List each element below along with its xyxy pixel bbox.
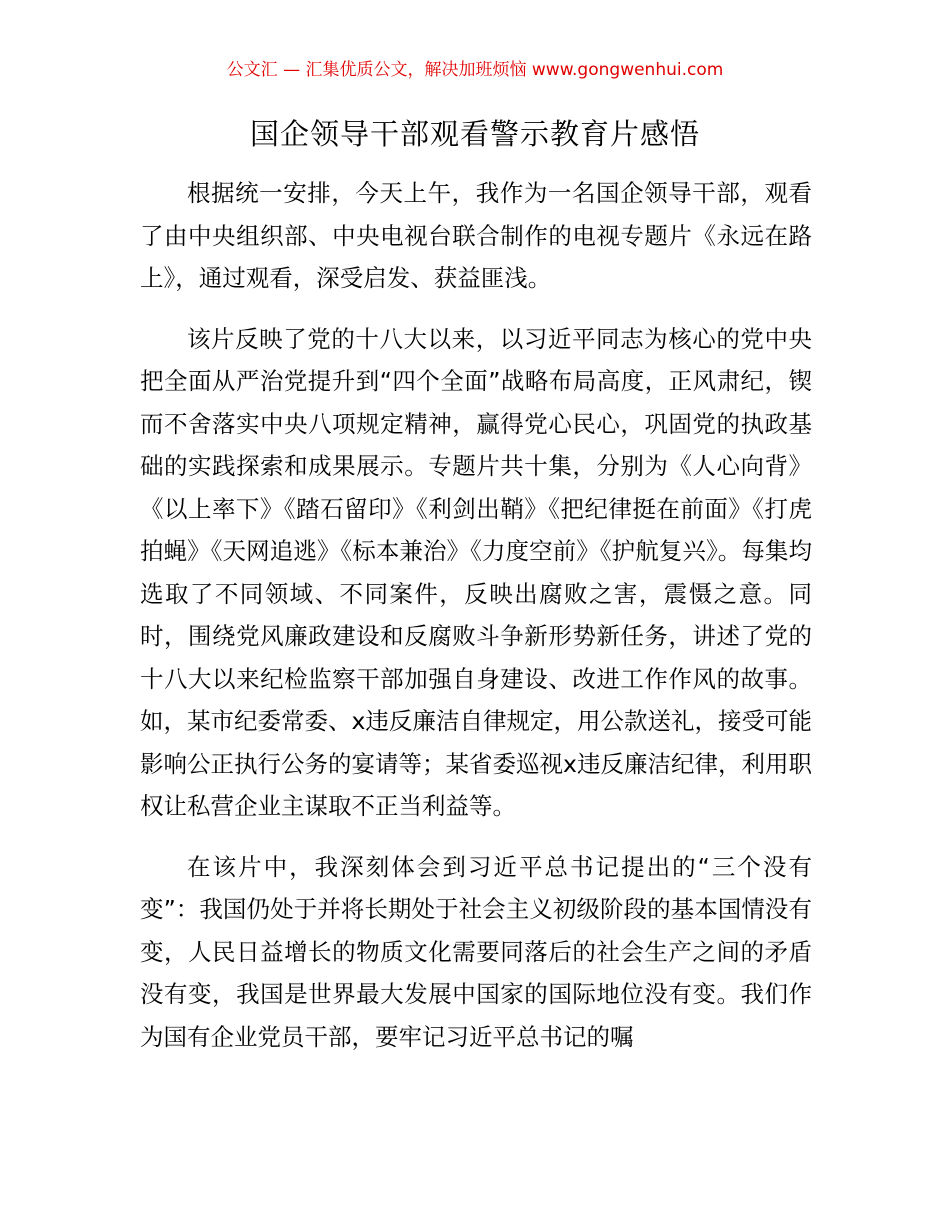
document-body <box>140 172 812 1076</box>
document-title: 国企领导干部观看警示教育片感悟 <box>249 117 700 151</box>
site-header-banner: 公文汇 — 汇集优质公文，解决加班烦恼 www.gongwenhui.com <box>226 60 724 80</box>
paragraph: 根据统一安排，今天上午，我作为一名国企领导干部，观看了由中央组织部、中央电视台联合制作的电视专题片《永远在路上》，通过观看，深受启发、获益匪浅。 <box>140 179 812 292</box>
paragraph: 该片反映了党的十八大以来，以习近平同志为核心的党中央把全面从严治党提升到“四个全面”战略布局高度，正风肃纪，锲而不舍落实中央八项规定精神，赢得党心民心，巩固党的执政基础的实践探索和成果展示。专题片共十集，分别为《人心向背》《以上率下》《踏石留印》《利剑出鞘》《把纪律挺在前面》《打虎拍蝇》《天网追逃》《标本兼治》《力度空前》《护航复兴》。每集均选取了不同领域、不同案件，反映出腐败之害，震慑之意。同时，围绕党风廉政建设和反腐败斗争新形势新任务，讲述了党的十八大以来纪检监察干部加强自身建设、改进工作作风的故事。如，某市纪委常委、x违反廉洁自律规定，用公款送礼，接受可能影响公正执行公务的宴请等；某省委巡视x违反廉洁纪律，利用职权让私营企业主谋取不正当利益等。 <box>140 324 812 820</box>
paragraph: 在该片中，我深刻体会到习近平总书记提出的“三个没有变”：我国仍处于并将长期处于社会主义初级阶段的基本国情没有变，人民日益增长的物质文化需要同落后的社会生产之间的矛盾没有变，我国是世界最大发展中国家的国际地位没有变。我们作为国有企业党员干部，要牢记习近平总书记的嘱 <box>140 852 812 1051</box>
